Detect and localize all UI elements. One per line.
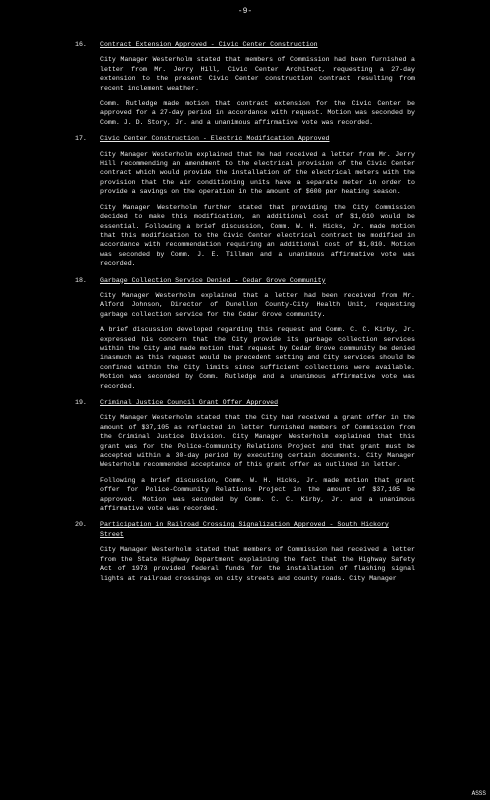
item-paragraph: Comm. Rutledge made motion that contract extension for the Civic Center be approved for a 27-day period in accordance with request. Motion was seconded by Comm. J. D. Story, Jr. and a unanimous affirmative vote was recorded. — [100, 100, 415, 126]
corner-mark: ASSS — [471, 790, 486, 797]
item-paragraph: Following a brief discussion, Comm. W. H. Hicks, Jr. made motion that grant offer for Police-Community Relations Project in the amount of $37,105 be approved. Motion was seconded by Comm. C. C. Kirby, Jr. and a unanimous affirmative vote was recorded. — [100, 476, 415, 513]
item-paragraph: City Manager Westerholm stated that members of Commission had been furnished a letter from Mr. Jerry Hill, Civic Center Architect, requesting a 27-day extension to the present Civic Center construction contract resulting from recent inclement weather. — [100, 56, 415, 92]
item-paragraph: City Manager Westerholm stated that the City had received a grant offer in the amount of $37,105 as reflected in letter furnished members of Commission from the Criminal Justice Division. City Manager Westerholm explained that this grant was for the Police-Community Relations Project and that grant must be accepted within a 30-day period by executing certain documents. City Manager Westerholm recommended acceptance of this grant offer as outlined in letter. — [100, 414, 415, 469]
item-heading: Civic Center Construction - Electric Modification Approved — [100, 135, 330, 143]
item-number: 17. — [75, 135, 87, 143]
item-number: 18. — [75, 276, 87, 284]
item-paragraph: City Manager Westerholm explained that he had received a letter from Mr. Jerry Hill recommending an amendment to the electrical provision of the Civic Center contract which would provide the installation of the electrical meters with the provision that the air conditioning units have a separate meter in order to provide a savings on the operation in the amount of $600 per heating season. — [100, 150, 415, 196]
item-paragraph: City Manager Westerholm stated that members of Commission had received a letter from the State Highway Department explaining the fact that the Highway Safety Act of 1973 provided federal funds for the installation of flashing signal lights at railroad crossings on city streets and county roads. City Manager — [100, 546, 415, 582]
item-heading: Contract Extension Approved - Civic Center Construction — [100, 41, 318, 48]
item-heading: Criminal Justice Council Grant Offer Approved — [100, 399, 279, 406]
agenda-item-20 — [75, 520, 415, 582]
item-heading: Participation in Railroad Crossing Signalization Approved - South Hickory Street — [100, 521, 389, 538]
item-heading: Garbage Collection Service Denied - Cedar Grove Community — [100, 276, 326, 284]
item-number: 16. — [75, 41, 87, 48]
item-paragraph: City Manager Westerholm further stated that providing the City Commission decided to make this modification, an additional cost of $1,010 would be essential. Following a brief discussion, Comm. W. H. Hicks, Jr. made motion that this modification to the Civic Center electrical contract be modified in accordance with recommendation requiring an additional cost of $1,010. Motion was seconded by Comm. J. E. Tillman and a unanimous affirmative vote was recorded. — [100, 203, 415, 268]
minutes-body — [75, 40, 415, 590]
agenda-item-16 — [75, 40, 415, 127]
item-paragraph: A brief discussion developed regarding this request and Comm. C. C. Kirby, Jr. expressed his concern that the City provide its garbage collection services within the City and made motion that request by Cedar Grove community be denied inasmuch as this request would be precedent setting and City services should be confined within the City limits since sufficient collections were available. Motion was seconded by Comm. Rutledge and a unanimous affirmative vote was recorded. — [100, 326, 415, 390]
page-number: -9- — [237, 7, 253, 16]
agenda-item-19 — [75, 398, 415, 513]
item-number: 19. — [75, 399, 87, 406]
item-paragraph: City Manager Westerholm explained that a letter had been received from Mr. Alford Johnson, Director of Dunellon County-City Health Unit, requesting garbage collection service for the Cedar Grove community. — [100, 291, 415, 318]
agenda-item-18 — [75, 276, 415, 391]
agenda-item-17 — [75, 134, 415, 268]
item-number: 20. — [75, 521, 87, 529]
